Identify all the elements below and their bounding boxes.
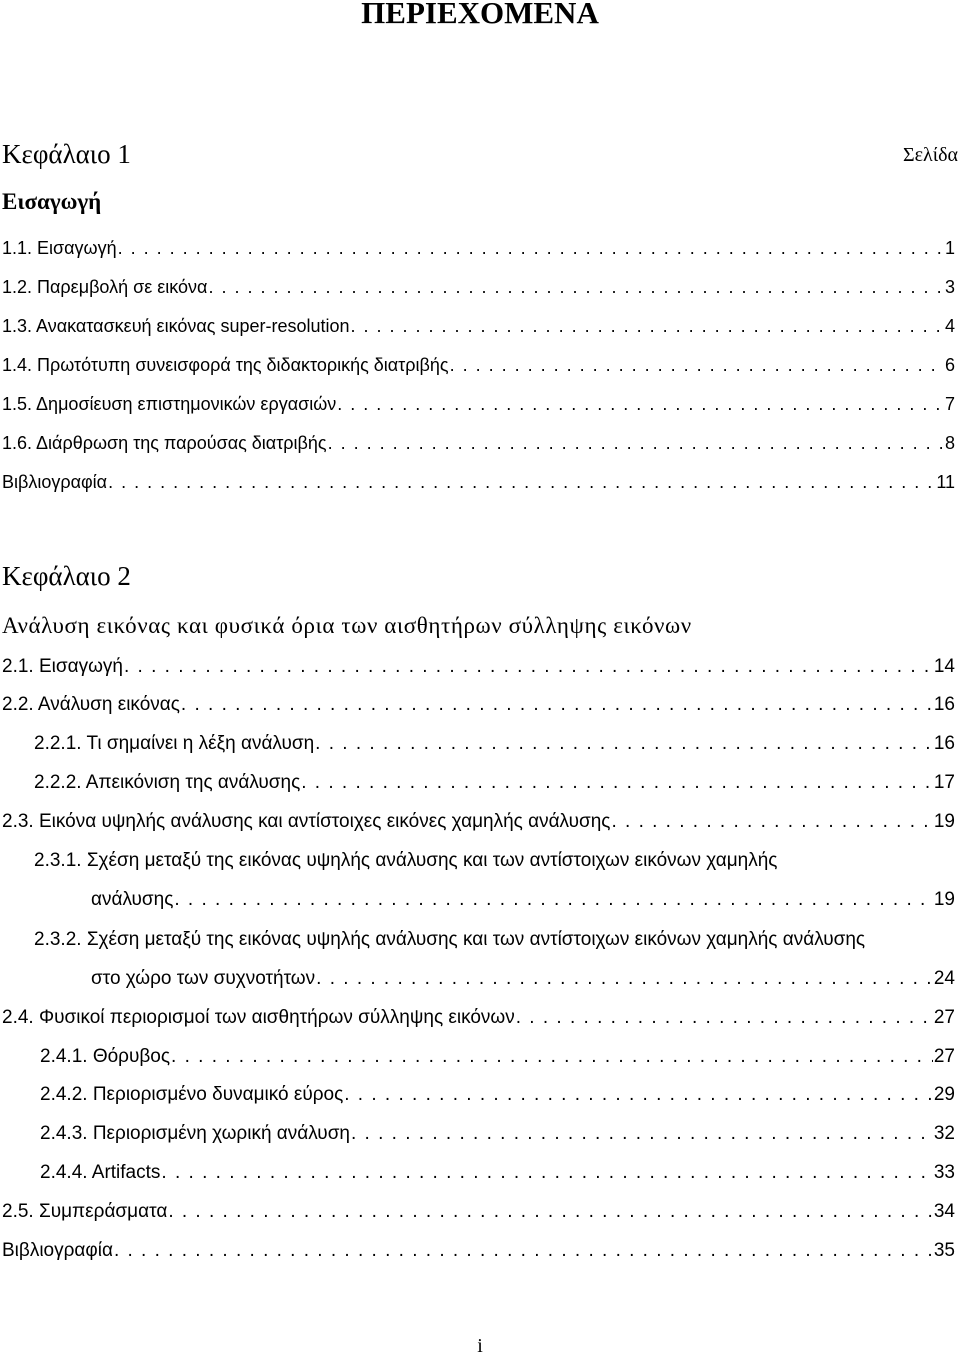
toc-entry[interactable] — [2, 391, 955, 417]
toc-entry[interactable] — [2, 1238, 955, 1264]
toc-entry-page: 11 — [936, 472, 955, 492]
dot-leader — [450, 352, 944, 378]
dot-leader — [351, 313, 944, 339]
toc-entry-page: 35 — [933, 1240, 955, 1261]
toc-entry[interactable] — [91, 887, 955, 913]
toc-entry-page: 1 — [944, 238, 955, 258]
dot-leader — [328, 430, 944, 456]
toc-entry-page: 7 — [944, 394, 955, 414]
toc-entry-text: 2.4.1. Θόρυβος — [40, 1046, 171, 1067]
dot-leader — [114, 1238, 933, 1264]
toc-entry-text: 1.2. Παρεμβολή σε εικόνα — [2, 277, 208, 297]
dot-leader — [181, 692, 933, 718]
page-title: ΠΕΡΙΕΧΟΜΕΝΑ — [361, 0, 599, 30]
toc-entry-text: ανάλυσης — [91, 889, 174, 910]
dot-leader — [611, 809, 932, 835]
toc-entry-text: 2.5. Συμπεράσματα — [2, 1201, 168, 1222]
dot-leader — [174, 887, 933, 913]
dot-leader — [208, 274, 944, 300]
toc-entry[interactable] — [34, 848, 955, 874]
toc-entry[interactable] — [2, 469, 955, 495]
footer-page-number: i — [477, 1335, 483, 1357]
toc-entry[interactable] — [40, 1121, 955, 1147]
dot-leader — [118, 235, 944, 261]
toc-entry[interactable] — [40, 1160, 955, 1186]
dot-leader — [516, 1005, 933, 1031]
chapter-2-heading: Κεφάλαιο 2 — [2, 561, 131, 591]
toc-entry-text: στο χώρο των συχνοτήτων — [91, 968, 316, 989]
toc-entry-page: 24 — [933, 968, 955, 989]
toc-entry-text: 2.2. Ανάλυση εικόνας — [2, 694, 180, 715]
toc-entry[interactable] — [2, 654, 955, 680]
toc-entry[interactable] — [40, 1044, 955, 1070]
toc-entry-text: Βιβλιογραφία — [2, 1240, 113, 1261]
chapter-1-subtitle: Εισαγωγή — [2, 189, 102, 214]
toc-entry[interactable] — [34, 731, 955, 757]
toc-entry-page: 19 — [933, 811, 955, 832]
chapter-1-heading: Κεφάλαιο 1 — [2, 139, 131, 169]
toc-entry-text: 2.1. Εισαγωγή — [2, 656, 123, 677]
toc-entry-text: 2.2.2. Απεικόνιση της ανάλυσης — [34, 772, 301, 793]
toc-entry-page: 3 — [944, 277, 955, 297]
toc-entry-text: 2.4. Φυσικοί περιορισμοί των αισθητήρων σύλληψης εικόνων — [2, 1007, 515, 1028]
toc-entry[interactable] — [2, 430, 955, 456]
dot-leader — [161, 1160, 932, 1186]
toc-entry-text: 2.2.1. Τι σημαίνει η λέξη ανάλυση — [34, 733, 315, 754]
toc-entry-text: 1.4. Πρωτότυπη συνεισφορά της διδακτορικής διατριβής — [2, 355, 449, 375]
toc-entry-text: 1.1. Εισαγωγή — [2, 238, 117, 258]
dot-leader — [108, 469, 935, 495]
toc-entry-page: 8 — [944, 433, 955, 453]
toc-entry[interactable] — [2, 274, 955, 300]
toc-entry[interactable] — [91, 966, 955, 992]
chapter-2-subtitle: Ανάλυση εικόνας και φυσικά όρια των αισθητήρων σύλληψης εικόνων — [2, 613, 692, 638]
dot-leader — [168, 1199, 933, 1225]
toc-entry-page: 29 — [933, 1084, 955, 1105]
toc-entry[interactable] — [34, 770, 955, 796]
toc-entry-page: 27 — [933, 1007, 955, 1028]
dot-leader — [351, 1121, 933, 1147]
toc-entry[interactable] — [2, 352, 955, 378]
toc-entry-text: 2.3.2. Σχέση μεταξύ της εικόνας υψηλής ανάλυσης και των αντίστοιχων εικόνων χαμηλής ανάλυσης — [34, 929, 866, 950]
toc-entry-page: 32 — [933, 1123, 955, 1144]
dot-leader — [171, 1044, 933, 1070]
toc-entry-page: 19 — [933, 889, 955, 910]
toc-entry-page: 14 — [933, 656, 955, 677]
toc-entry-page: 33 — [933, 1162, 955, 1183]
toc-entry[interactable] — [2, 692, 955, 718]
toc-entry-text: 1.6. Διάρθρωση της παρούσας διατριβής — [2, 433, 327, 453]
toc-entry-text: 2.3. Εικόνα υψηλής ανάλυσης και αντίστοιχες εικόνες χαμηλής ανάλυσης — [2, 811, 611, 832]
toc-entry-text: 2.4.2. Περιορισμένο δυναμικό εύρος — [40, 1084, 344, 1105]
toc-entry-text: 1.5. Δημοσίευση επιστημονικών εργασιών — [2, 394, 337, 414]
toc-entry-text: 2.4.4. Artifacts — [40, 1162, 161, 1183]
dot-leader — [124, 654, 933, 680]
toc-entry-page: 16 — [933, 694, 955, 715]
toc-entry-text: 2.4.3. Περιορισμένη χωρική ανάλυση — [40, 1123, 350, 1144]
toc-entry-page: 34 — [933, 1201, 955, 1222]
dot-leader — [337, 391, 944, 417]
toc-entry-page: 27 — [933, 1046, 955, 1067]
toc-entry-page: 16 — [933, 733, 955, 754]
toc-entry-text: 1.3. Ανακατασκευή εικόνας super-resolution — [2, 316, 350, 336]
toc-entry-page: 17 — [933, 772, 955, 793]
toc-entry-page: 4 — [944, 316, 955, 336]
toc-entry-text: 2.3.1. Σχέση μεταξύ της εικόνας υψηλής ανάλυσης και των αντίστοιχων εικόνων χαμηλής — [34, 850, 778, 871]
toc-entry[interactable] — [40, 1082, 955, 1108]
toc-entry[interactable] — [2, 809, 955, 835]
page-column-label: Σελίδα — [902, 144, 958, 166]
dot-leader — [301, 770, 933, 796]
dot-leader — [316, 966, 933, 992]
toc-entry[interactable] — [2, 1199, 955, 1225]
toc-entry[interactable] — [2, 235, 955, 261]
toc-entry[interactable] — [2, 1005, 955, 1031]
dot-leader — [315, 731, 933, 757]
toc-entry-text: Βιβλιογραφία — [2, 472, 108, 492]
dot-leader — [344, 1082, 933, 1108]
toc-entry[interactable] — [34, 927, 955, 953]
toc-entry-page: 6 — [944, 355, 955, 375]
toc-entry[interactable] — [2, 313, 955, 339]
